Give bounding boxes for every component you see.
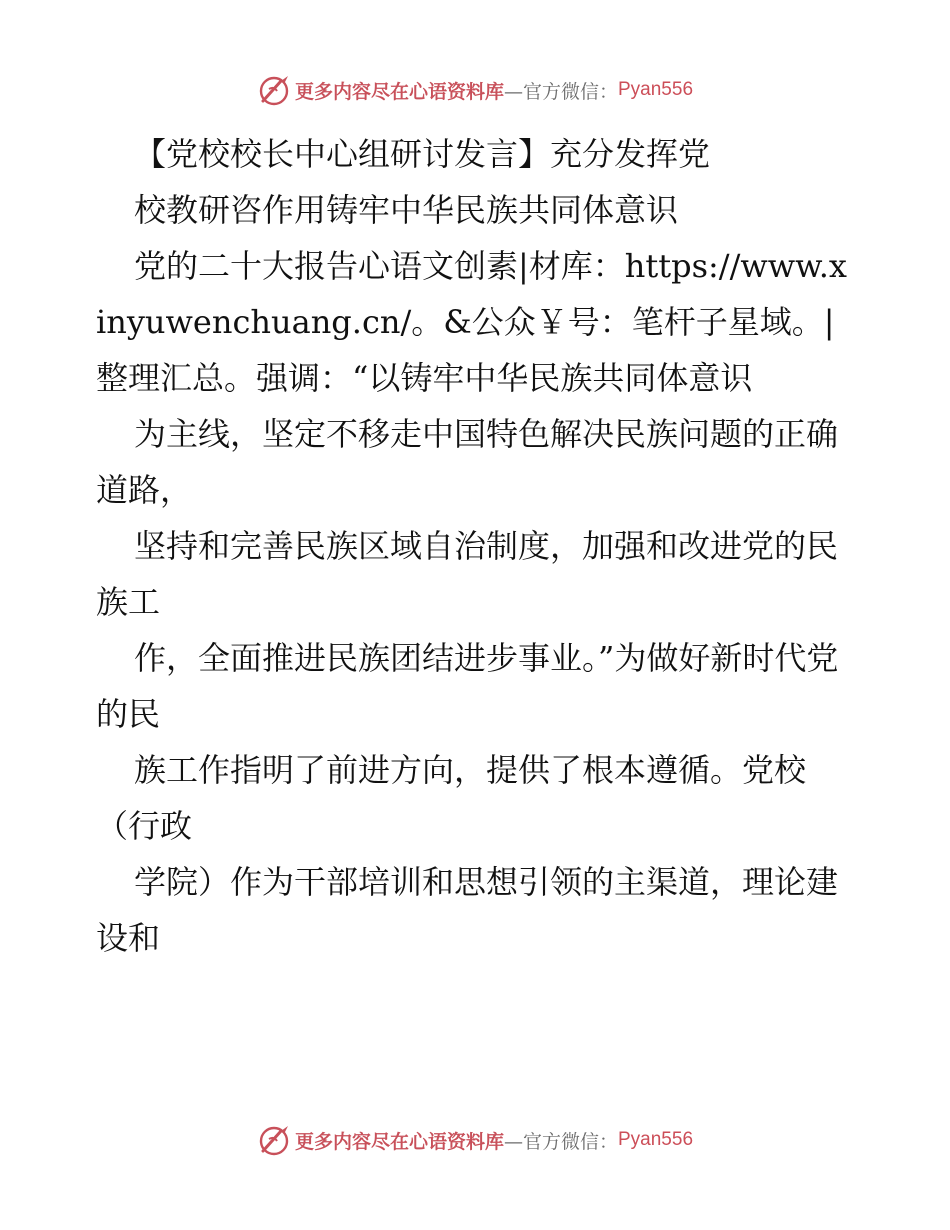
banner-wechat-id: Pyan556 [618, 79, 694, 100]
header-banner [0, 70, 950, 110]
document-title-line-2: 校教研咨作用铸牢中华民族共同体意识 [134, 191, 679, 229]
paragraph: 党的二十大报告心语文创素|材库：https://www.xinyuwenchuang.cn/。&公众￥号：笔杆子星域。|整理汇总。强调：“以铸牢中华民族共同体意识 [96, 247, 847, 397]
banner-title: 更多内容尽在心语资料库 [294, 1130, 504, 1153]
banner-wechat-label: —官方微信： [503, 1130, 618, 1153]
paragraph: 族工作指明了前进方向，提供了根本遵循。党校（行政 [96, 751, 807, 845]
banner-wechat-label: —官方微信： [503, 80, 618, 103]
paragraph: 坚持和完善民族区域自治制度，加强和改进党的民族工 [96, 527, 839, 621]
paragraph: 作，全面推进民族团结进步事业。”为做好新时代党的民 [96, 639, 839, 733]
quill-logo-icon [257, 73, 291, 107]
paragraph: 学院）作为干部培训和思想引领的主渠道，理论建设和 [96, 863, 839, 957]
banner-wechat-id: Pyan556 [618, 1129, 694, 1150]
document-title-line-1: 【党校校长中心组研讨发言】充分发挥党 [134, 135, 711, 173]
footer-banner [0, 1120, 950, 1160]
banner-title: 更多内容尽在心语资料库 [294, 80, 504, 103]
document-body [96, 126, 856, 966]
paragraph: 为主线，坚定不移走中国特色解决民族问题的正确道路， [96, 415, 839, 509]
quill-logo-icon [257, 1123, 291, 1157]
